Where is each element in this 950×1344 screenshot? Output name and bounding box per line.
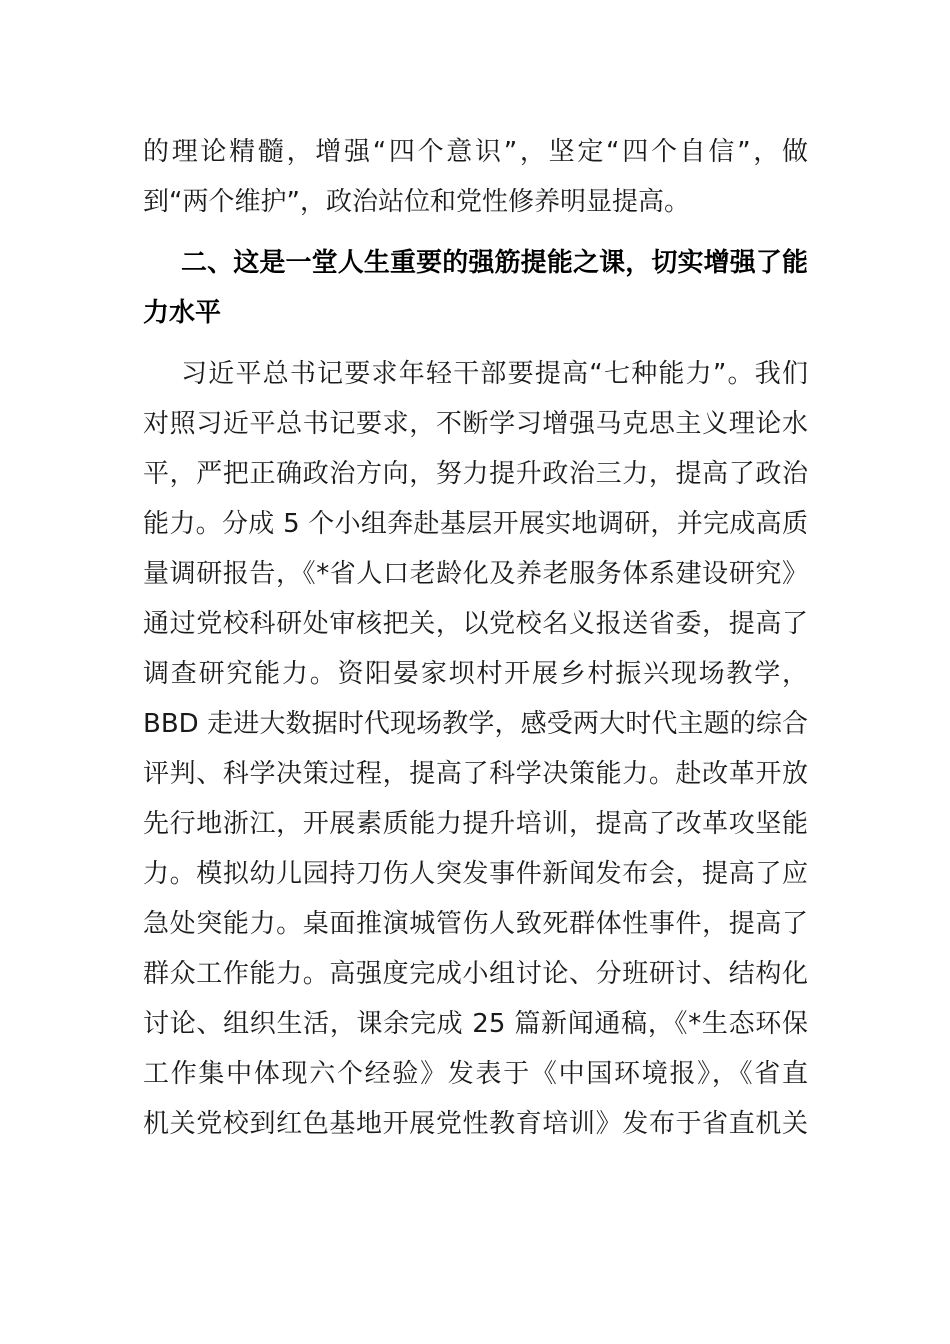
paragraph-line: 力。模拟幼儿园持刀伤人突发事件新闻发布会，提高了应 [143,859,808,889]
section-heading: 二、这是一堂人生重要的强筋提能之课，切实增强了能 [181,248,808,278]
paragraph-line: 评判、科学决策过程，提高了科学决策能力。赴改革开放 [143,759,808,789]
paragraph-line: 急处突能力。桌面推演城管伤人致死群体性事件，提高了 [143,909,808,939]
paragraph-line: 对照习近平总书记要求，不断学习增强马克思主义理论水 [143,409,808,439]
paragraph-line: 工作集中体现六个经验》发表于《中国环境报》，《省直 [143,1059,808,1089]
paragraph-line: 平，严把正确政治方向，努力提升政治三力，提高了政治 [143,459,808,489]
paragraph-line: 通过党校科研处审核把关，以党校名义报送省委，提高了 [143,609,808,639]
paragraph-line: 量调研报告，《*省人口老龄化及养老服务体系建设研究》 [143,559,808,589]
paragraph-line: 到“两个维护”，政治站位和党性修养明显提高。 [143,187,690,217]
paragraph-line: 群众工作能力。高强度完成小组讨论、分班研讨、结构化 [143,959,808,989]
paragraph-line: BBD 走进大数据时代现场教学，感受两大时代主题的综合 [143,709,808,739]
paragraph-line: 机关党校到红色基地开展党性教育培训》发布于省直机关 [143,1109,808,1139]
paragraph-line: 能力。分成 5 个小组奔赴基层开展实地调研，并完成高质 [143,509,808,539]
paragraph-line: 先行地浙江，开展素质能力提升培训，提高了改革攻坚能 [143,809,808,839]
section-heading-continuation: 力水平 [143,298,222,328]
paragraph-line: 讨论、组织生活，课余完成 25 篇新闻通稿，《*生态环保 [143,1009,808,1039]
paragraph-line: 习近平总书记要求年轻干部要提高“七种能力”。我们 [181,359,808,389]
paragraph-line: 调查研究能力。资阳晏家坝村开展乡村振兴现场教学， [143,659,808,689]
paragraph-line: 的理论精髓，增强“四个意识”，坚定“四个自信”，做 [143,137,808,167]
